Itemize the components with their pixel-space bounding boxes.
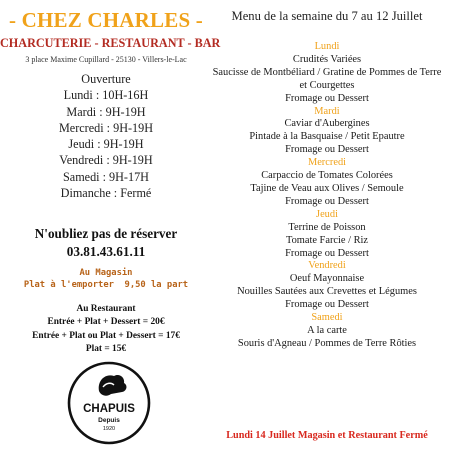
address: 3 place Maxime Cupillard - 25130 - Villers-le-Lac <box>25 55 187 64</box>
magasin-title: Au Magasin <box>79 268 133 278</box>
menu-item: Terrine de Poisson <box>288 221 366 233</box>
hours-monday: Lundi : 10H-16H <box>63 88 149 103</box>
hours-title: Ouverture <box>81 72 131 86</box>
menu-item: Fromage ou Dessert <box>285 299 369 311</box>
restaurant-title: Au Restaurant <box>76 304 136 314</box>
menu-item: Nouilles Sautées aux Crevettes et Légumes <box>237 286 417 298</box>
chapuis-logo <box>67 361 151 445</box>
hours-thursday: Jeudi : 9H-19H <box>68 137 144 152</box>
restaurant-formula-3: Plat = 15€ <box>85 343 127 354</box>
opening-hours <box>0 71 212 201</box>
reservation-text: N'oubliez pas de réserver <box>34 226 178 241</box>
menu-item: Fromage ou Dessert <box>285 195 369 207</box>
reservation-block <box>0 225 212 261</box>
menu-header: Menu de la semaine du 7 au 12 Juillet <box>231 9 423 23</box>
logo-since: Depuis <box>98 417 120 424</box>
hours-friday: Vendredi : 9H-19H <box>59 153 153 168</box>
restaurant-block <box>0 303 212 356</box>
menu-item: Fromage ou Dessert <box>285 92 369 104</box>
menu-item: Fromage ou Dessert <box>285 247 369 259</box>
menu-item: Tajine de Veau aux Olives / Semoule <box>250 182 404 194</box>
day-label-samedi: Samedi <box>311 312 343 324</box>
menu-item: Oeuf Mayonnaise <box>289 273 365 285</box>
right-column <box>212 0 450 450</box>
menu-item: Crudités Variées <box>292 53 362 65</box>
restaurant-formula-1: Entrée + Plat + Dessert = 20€ <box>47 317 165 328</box>
brand-tagline: CHARCUTERIE - RESTAURANT - BAR <box>0 36 221 50</box>
day-label-jeudi: Jeudi <box>316 208 338 220</box>
menu-item: Caviar d'Aubergines <box>284 118 370 130</box>
hours-tuesday: Mardi : 9H-19H <box>66 104 146 119</box>
left-column <box>0 0 221 450</box>
day-label-mardi: Mardi <box>314 105 340 117</box>
magasin-block <box>0 268 212 291</box>
menu-item: Tomate Farcie / Riz <box>285 234 369 246</box>
menu-list <box>212 41 442 351</box>
day-label-mercredi: Mercredi <box>307 157 347 169</box>
menu-item: A la carte <box>307 324 347 336</box>
magasin-offer: Plat à l'emporter 9,50 la part <box>23 279 189 290</box>
hours-sunday: Dimanche : Fermé <box>60 186 152 201</box>
menu-item: Pintade à la Basquaise / Petit Epautre <box>249 131 405 143</box>
brand-title: - CHEZ CHARLES - <box>9 8 203 32</box>
logo-name: CHAPUIS <box>83 403 135 415</box>
closure-notice: Lundi 14 Juillet Magasin et Restaurant Fermé <box>226 430 428 441</box>
day-label-vendredi: Vendredi <box>308 260 346 272</box>
menu-item: Fromage ou Dessert <box>285 144 369 156</box>
logo-year: 1920 <box>102 426 116 432</box>
menu-item: Saucisse de Montbéliard / Gratine de Pommes de Terre et Courgettes <box>212 66 442 91</box>
day-label-lundi: Lundi <box>314 41 340 52</box>
restaurant-formula-2: Entrée + Plat ou Plat + Dessert = 17€ <box>32 330 180 341</box>
hours-wednesday: Mercredi : 9H-19H <box>58 120 154 135</box>
menu-item: Carpaccio de Tomates Colorées <box>261 170 393 182</box>
menu-item: Souris d'Agneau / Pommes de Terre Rôties <box>237 337 417 349</box>
reservation-phone: 03.81.43.61.11 <box>66 244 146 259</box>
hours-saturday: Samedi : 9H-17H <box>63 169 149 184</box>
